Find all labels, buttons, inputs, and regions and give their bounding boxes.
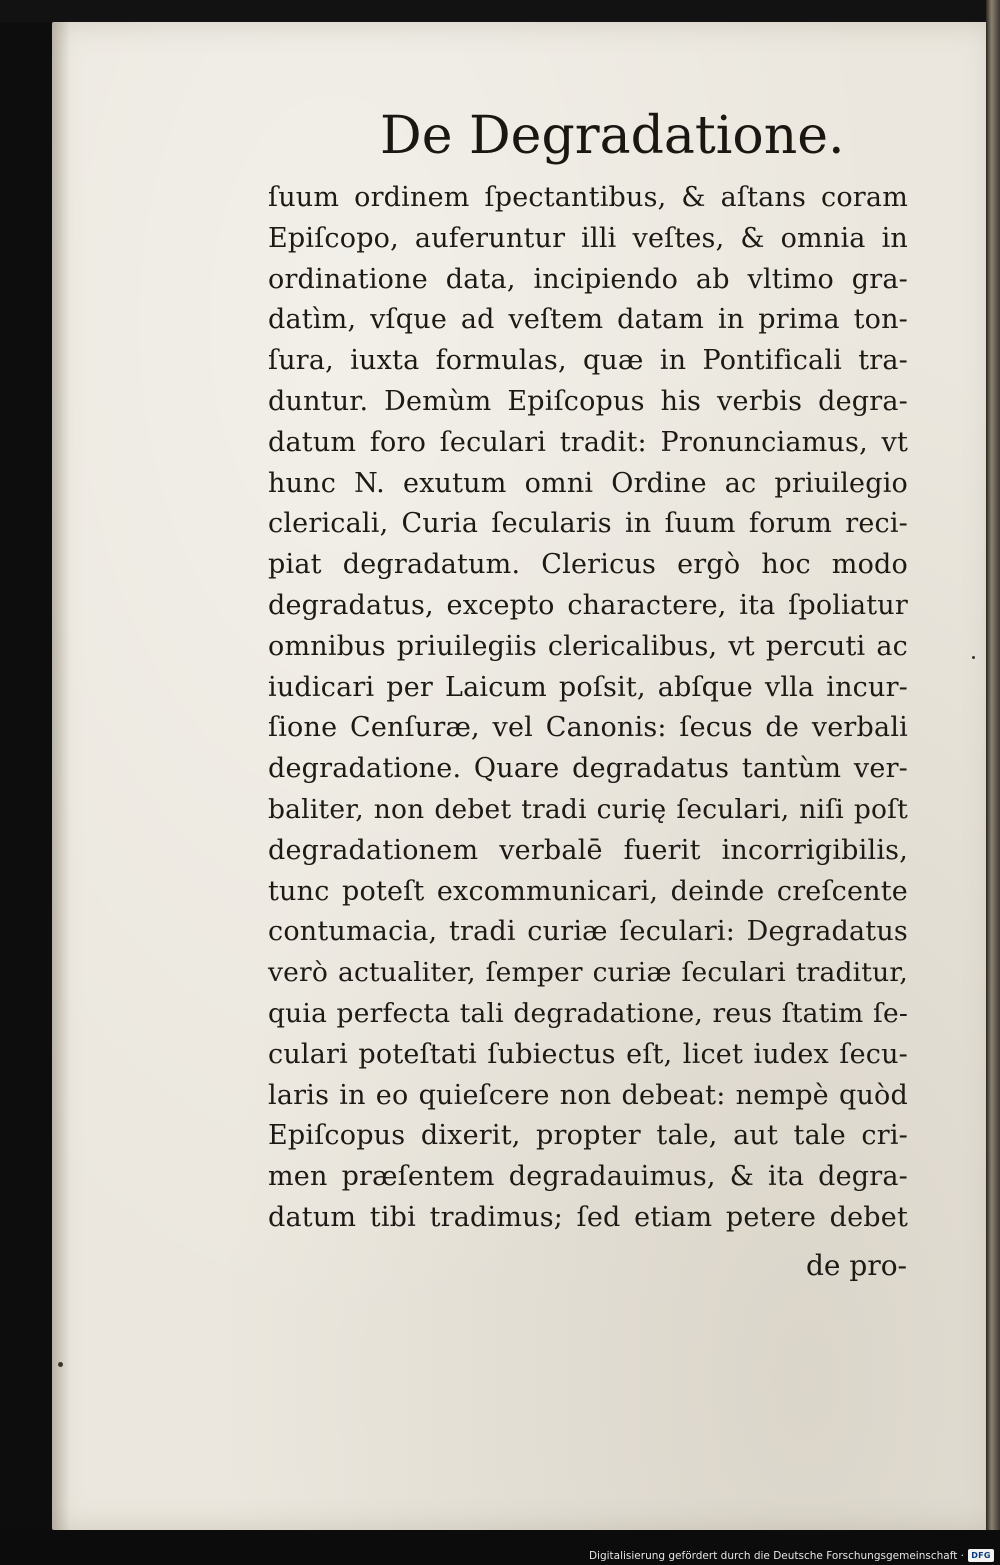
text-line: verò actualiter, ſemper curiæ ſeculari traditur, [268,957,908,989]
text-line: culari poteſtati ſubiectus eſt, licet iudex ſecu- [268,1038,908,1070]
text-line: ſuum ordinem ſpectantibus, & aſtans coram [268,182,908,213]
running-head: De Degradatione. [380,106,845,166]
page-edge [986,0,1000,1530]
scan-backdrop [0,0,1000,22]
text-line: degradatione. Quare degradatus tantùm ver- [268,753,908,785]
text-line: ſura, iuxta formulas, quæ in Pontificali tra- [268,345,908,377]
text-line: hunc N. exutum omni Ordine ac priuilegio [268,467,908,499]
digitization-credit: Digitalisierung gefördert durch die Deutsche Forschungsgemeinschaft · [588,1550,964,1562]
text-line: omnibus priuilegiis clericalibus, vt percuti ac [268,630,908,662]
ink-fleck [58,1362,63,1367]
dfg-logo: DFG [968,1549,994,1562]
text-line: Epiſcopo, auferuntur illi veſtes, & omnia in [268,222,908,254]
text-line: degradationem verbalē fuerit incorrigibilis, [268,834,908,866]
text-line: datìm, vſque ad veſtem datam in prima ton- [268,304,908,336]
catchword: de pro- [806,1249,908,1282]
text-line: tunc poteſt excommunicari, deinde creſcente [268,875,908,907]
text-line: ſione Cenſuræ, vel Canonis: ſecus de verbali [268,712,908,744]
text-line: piat degradatum. Clericus ergò hoc modo [268,549,908,581]
text-line: contumacia, tradi curiæ ſeculari: Degradatus [268,916,908,948]
body-text [268,178,908,1239]
text-line: datum tibi tradimus; ſed etiam petere debet [268,1201,908,1233]
text-line: quia perfecta tali degradatione, reus ſtatim ſe- [268,997,908,1029]
text-line: laris in eo quieſcere non debeat: nempè quòd [268,1079,908,1111]
text-line: clericali, Curia ſecularis in ſuum forum reci- [268,508,908,540]
text-line: men præſentem degradauimus, & ita degra- [268,1161,908,1193]
text-line: baliter, non debet tradi curię ſeculari, niſi poſt [268,793,908,825]
text-line: duntur. Demùm Epiſcopus his verbis degra- [268,385,908,417]
text-line: degradatus, excepto charactere, ita ſpoliatur [268,589,908,621]
text-line: Epiſcopus dixerit, propter tale, aut tale cri- [268,1120,908,1152]
text-line: datum foro ſeculari tradit: Pronunciamus, vt [268,426,908,458]
gutter-shadow [52,22,70,1530]
text-line: iudicari per Laicum poſsit, abſque vlla incur- [268,671,908,703]
text-line: ordinatione data, incipiendo ab vltimo gra- [268,263,908,295]
ink-fleck [972,656,975,659]
